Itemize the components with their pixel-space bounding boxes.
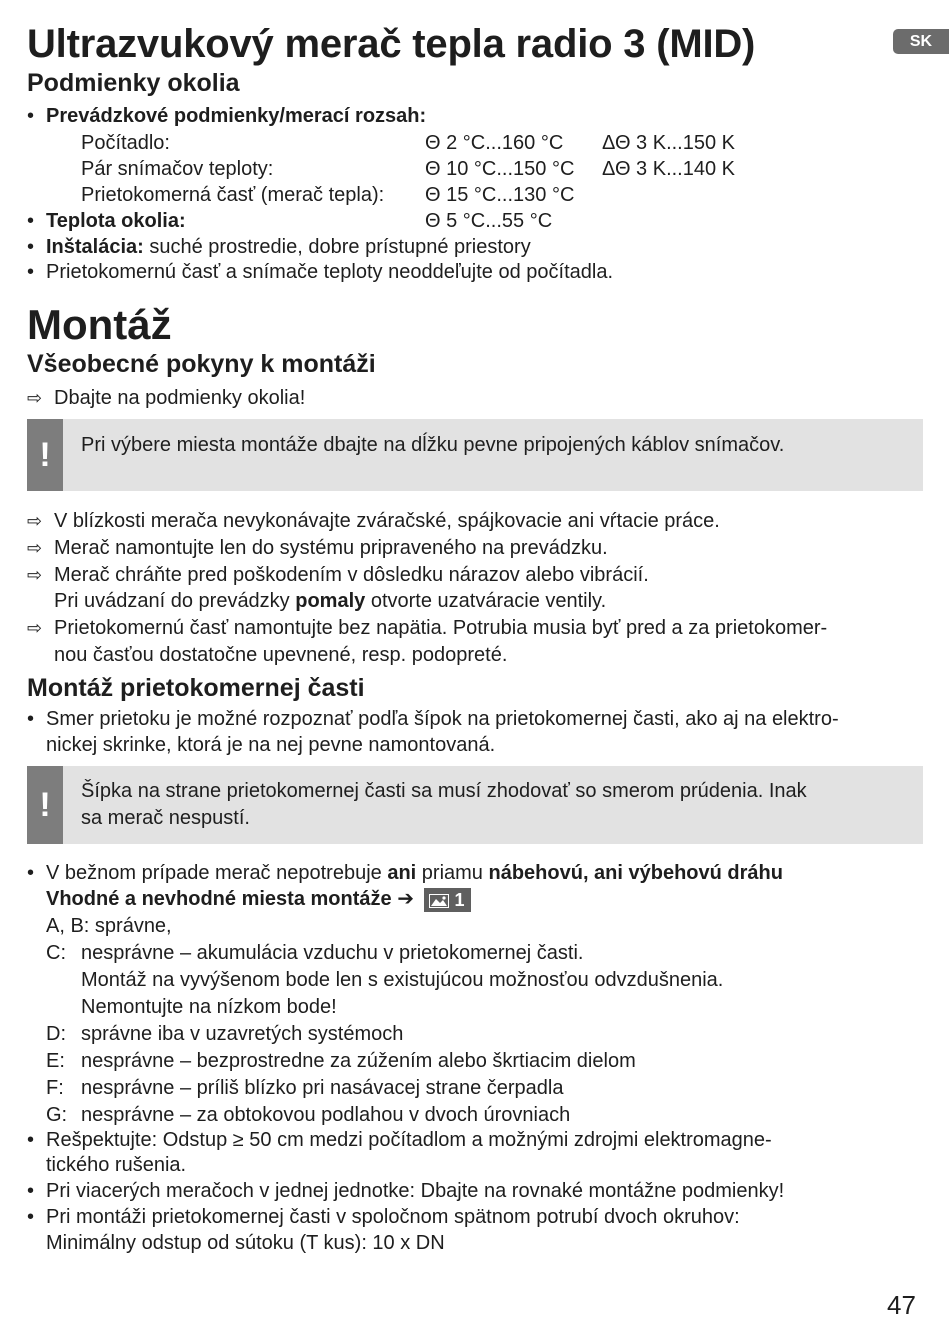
arrow-right-icon: ⇨ (27, 388, 43, 408)
warning-note (27, 766, 923, 844)
normal-ani: ani (387, 862, 417, 884)
warning-icon: ! (27, 419, 63, 491)
arrow-right-icon: ⇨ (27, 618, 43, 638)
condition-row-range: Θ 10 °C...150 °C (425, 158, 575, 180)
warning-note (27, 419, 923, 491)
bullet-icon: • (27, 210, 35, 232)
installation-label: Inštalácia: (46, 236, 144, 258)
condition-row-range: Θ 2 °C...160 °C (425, 132, 564, 154)
instruction-text: V blízkosti merača nevykonávajte zváračské, spájkovacie ani vŕtacie práce. (54, 510, 720, 532)
language-badge: SK (893, 29, 949, 54)
case-text: Nemontujte na nízkom bode! (81, 996, 337, 1018)
emc-line-1: Rešpektujte: Odstup ≥ 50 cm medzi počítadlom a možnými zdrojmi elektromagne- (46, 1129, 772, 1151)
arrow-right-icon: ⇨ (27, 565, 43, 585)
figure-number: 1 (454, 889, 465, 910)
warning-note-text: Pri výbere miesta montáže dbajte na dĺžku pevne pripojených káblov snímačov. (81, 434, 785, 456)
condition-row-name: Počítadlo: (81, 132, 170, 154)
bullet-icon: • (27, 1180, 35, 1202)
stress-line-1: Prietokomernú časť namontujte bez napätia. Potrubia musia byť pred a za prietokomer- (54, 617, 828, 639)
flow-section-heading: Montáž prietokomernej časti (27, 674, 365, 702)
separate-text: Prietokomernú časť a snímače teploty neoddeľujte od počítadla. (46, 261, 614, 283)
valves-pre: Pri uvádzaní do prevádzky (54, 590, 296, 612)
figure-reference (424, 888, 471, 912)
case-text: nesprávne – príliš blízko pri nasávacej strane čerpadla (81, 1077, 564, 1099)
case-key: C: (46, 942, 66, 964)
case-text: správne iba v uzavretých systémoch (81, 1023, 404, 1045)
warning-note-line-2: sa merač nespustí. (81, 807, 250, 829)
bullet-icon: • (27, 708, 35, 730)
case-ab: A, B: správne, (46, 915, 172, 937)
valves-line (54, 588, 606, 614)
bullet-icon: • (27, 105, 35, 127)
ambient-temperature-value: Θ 5 °C...55 °C (425, 210, 553, 232)
normal-mid: priamu (416, 862, 489, 884)
installation-text: suché prostredie, dobre prístupné priestory (143, 236, 531, 258)
conditions-heading: Podmienky okolia (27, 69, 240, 97)
image-icon (429, 894, 449, 908)
montaz-heading: Montáž (27, 301, 172, 348)
arrow-right-icon: ⇨ (27, 511, 43, 531)
condition-row-delta: ΔΘ 3 K...150 K (602, 132, 736, 154)
installation-line (46, 234, 531, 260)
case-key: G: (46, 1104, 68, 1126)
direction-line-1: Smer prietoku je možné rozpoznať podľa šípok na prietokomernej časti, ako aj na elektro- (46, 708, 839, 730)
stress-line-2: nou časťou dostatočne upevnené, resp. podopreté. (54, 644, 508, 666)
bullet-icon: • (27, 862, 35, 884)
bullet-icon: • (27, 236, 35, 258)
arrow-right-icon: ⇨ (27, 538, 43, 558)
valves-post: otvorte uzatváracie ventily. (365, 590, 607, 612)
valves-bold: pomaly (295, 590, 366, 612)
condition-row-range: Θ 15 °C...130 °C (425, 184, 575, 206)
case-key: D: (46, 1023, 66, 1045)
case-text: Montáž na vyvýšenom bode len s existujúcou možnosťou odvzdušnenia. (81, 969, 724, 991)
normal-case-line (46, 860, 783, 886)
instruction-text: Merač namontujte len do systému pripraveného na prevádzku. (54, 537, 608, 559)
mounting-places-line (46, 886, 471, 912)
page-number: 47 (887, 1290, 916, 1320)
operating-conditions-label: Prevádzkové podmienky/merací rozsah: (46, 105, 427, 127)
condition-row-name: Prietokomerná časť (merač tepla): (81, 184, 385, 206)
case-text: nesprávne – za obtokovou podlahou v dvoch úrovniach (81, 1104, 571, 1126)
normal-pre: V bežnom prípade merač nepotrebuje (46, 862, 388, 884)
return-line-1: Pri montáži prietokomernej časti v spoločnom spätnom potrubí dvoch okruhov: (46, 1206, 740, 1228)
arrow-right-icon: ➔ (397, 888, 414, 910)
direction-line-2: nickej skrinke, ktorá je na nej pevne namontovaná. (46, 734, 496, 756)
bullet-icon: • (27, 1129, 35, 1151)
warning-note-line-1: Šípka na strane prietokomernej časti sa musí zhodovať so smerom prúdenia. Inak (81, 780, 807, 802)
warning-icon: ! (27, 766, 63, 844)
case-key: E: (46, 1050, 65, 1072)
return-line-2: Minimálny odstup od sútoku (T kus): 10 x DN (46, 1232, 445, 1254)
bullet-icon: • (27, 1206, 35, 1228)
condition-row-name: Pár snímačov teploty: (81, 158, 274, 180)
page-title: Ultrazvukový merač tepla radio 3 (MID) (27, 22, 756, 66)
mounting-places-label: Vhodné a nevhodné miesta montáže (46, 888, 392, 910)
general-first-text: Dbajte na podmienky okolia! (54, 387, 306, 409)
case-text: nesprávne – akumulácia vzduchu v prietokomernej časti. (81, 942, 584, 964)
general-instructions-heading: Všeobecné pokyny k montáži (27, 350, 376, 378)
case-key: F: (46, 1077, 64, 1099)
condition-row-delta: ΔΘ 3 K...140 K (602, 158, 736, 180)
ambient-temperature-label: Teplota okolia: (46, 210, 186, 232)
emc-line-2: tického rušenia. (46, 1154, 187, 1176)
instruction-text: Merač chráňte pred poškodením v dôsledku nárazov alebo vibrácií. (54, 564, 649, 586)
multiple-meters-text: Pri viacerých meračoch v jednej jednotke: Dbajte na rovnaké montážne podmienky! (46, 1180, 785, 1202)
normal-bold: nábehovú, ani výbehovú dráhu (488, 862, 783, 884)
case-text: nesprávne – bezprostredne za zúžením alebo škrtiacim dielom (81, 1050, 636, 1072)
bullet-icon: • (27, 261, 35, 283)
